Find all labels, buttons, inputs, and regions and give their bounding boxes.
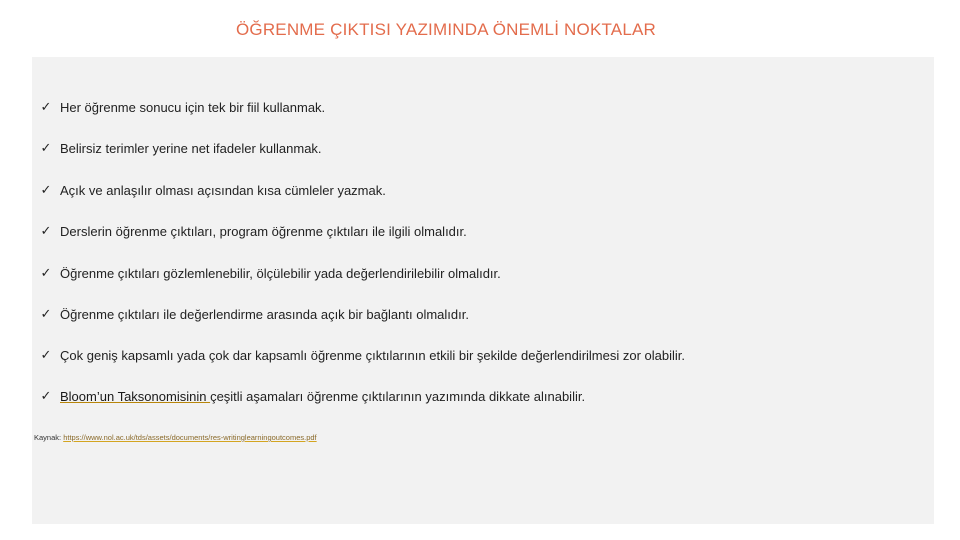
list-item-text: Öğrenme çıktıları ile değerlendirme arasında açık bir bağlantı olmalıdır.	[60, 306, 469, 322]
list-item	[32, 137, 322, 159]
bloom-taxonomy-link[interactable]: Bloom’un Taksonomisinin	[60, 388, 211, 404]
list-item	[32, 96, 325, 118]
list-item	[32, 344, 685, 366]
source-label: Kaynak:	[34, 433, 64, 442]
list-item	[32, 220, 467, 242]
list-item-text: Açık ve anlaşılır olması açısından kısa cümleler yazmak.	[60, 182, 386, 198]
source-link[interactable]: https://www.nol.ac.uk/tds/assets/documents/res-writinglearningoutcomes.pdf	[63, 433, 317, 442]
list-item	[32, 303, 469, 325]
checkmark-icon: ✓	[40, 306, 52, 322]
content-panel	[32, 57, 934, 524]
page-title: ÖĞRENME ÇIKTISI YAZIMINDA ÖNEMLİ NOKTALAR	[235, 20, 657, 39]
list-item	[32, 385, 585, 407]
list-item-text: Çok geniş kapsamlı yada çok dar kapsamlı öğrenme çıktılarının etkili bir şekilde değerlendirilmesi zor olabilir.	[60, 347, 685, 363]
checkmark-icon: ✓	[40, 140, 52, 156]
list-item-text	[60, 389, 585, 404]
checkmark-icon: ✓	[40, 388, 52, 404]
list-item-text: Belirsiz terimler yerine net ifadeler kullanmak.	[60, 140, 322, 156]
list-item	[32, 179, 386, 201]
checkmark-icon: ✓	[40, 265, 52, 281]
list-item	[32, 262, 501, 284]
list-item-text-rest: çeşitli aşamaları öğrenme çıktılarının yazımında dikkate alınabilir.	[210, 388, 586, 404]
list-item-text: Öğrenme çıktıları gözlemlenebilir, ölçülebilir yada değerlendirilebilir olmalıdır.	[60, 265, 501, 281]
source-citation	[34, 433, 317, 442]
list-item-text: Her öğrenme sonucu için tek bir fiil kullanmak.	[60, 99, 326, 115]
checkmark-icon: ✓	[40, 347, 52, 363]
checkmark-icon: ✓	[40, 99, 52, 115]
checkmark-icon: ✓	[40, 223, 52, 239]
list-item-text: Derslerin öğrenme çıktıları, program öğrenme çıktıları ile ilgili olmalıdır.	[60, 223, 467, 239]
checkmark-icon: ✓	[40, 182, 52, 198]
